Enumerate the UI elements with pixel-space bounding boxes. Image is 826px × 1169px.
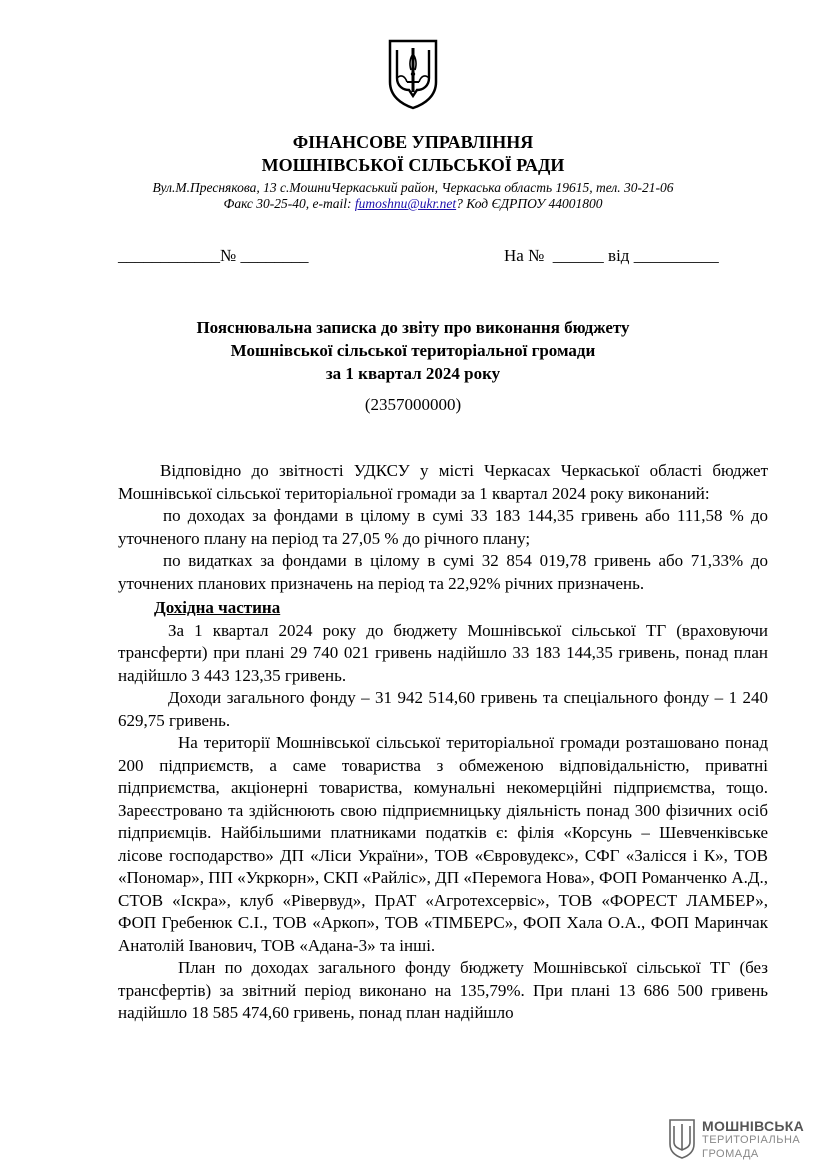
section-title-revenue: Дохідна частина bbox=[154, 598, 281, 617]
address-code: ? Код ЄДРПОУ 44001800 bbox=[456, 196, 603, 211]
budget-code: (2357000000) bbox=[364, 395, 462, 414]
logo-text-line3: ГРОМАДА bbox=[702, 1148, 759, 1160]
address-fax: Факс 30-25-40, e-mail: bbox=[223, 196, 355, 211]
logo-text-line2: ТЕРИТОРІАЛЬНА bbox=[702, 1134, 801, 1146]
paragraph-revenue-summary: по доходах за фондами в цілому в сумі 33 183 144,35 гривень або 111,58 % до уточненого плану на період та 27,05 % до річного плану; bbox=[118, 506, 768, 548]
address-line2 bbox=[0, 196, 826, 212]
document-title-line3: за 1 квартал 2024 року bbox=[325, 364, 501, 383]
document-title-line1: Пояснювальна записка до звіту про виконання бюджету bbox=[196, 318, 630, 337]
org-name-line2: МОШНІВСЬКОЇ СІЛЬСЬКОЇ РАДИ bbox=[261, 155, 565, 175]
trident-icon bbox=[668, 1118, 696, 1160]
community-logo bbox=[668, 1118, 818, 1164]
coat-of-arms-icon bbox=[387, 38, 439, 115]
address-line1: Вул.М.Преснякова, 13 с.МошниЧеркаський район, Черкаська область 19615, тел. 30-21-06 bbox=[152, 180, 674, 195]
logo-text-line1: МОШНІВСЬКА bbox=[702, 1118, 805, 1134]
email-link[interactable]: fumoshnu@ukr.net bbox=[354, 196, 457, 211]
incoming-reference-line: На № ______ від __________ bbox=[504, 246, 719, 265]
paragraph-general-fund-plan: План по доходах загального фонду бюджету Мошнівської сільської ТГ (без трансфертів) за звітний період виконано на 135,79%. При плані 13 686 500 гривень надійшло 18 585 474,60 гривень, понад план надійшло bbox=[118, 958, 768, 1022]
paragraph-expense-summary: по видатках за фондами в цілому в сумі 32 854 019,78 гривень або 71,33% до уточнених планових призначень на період та 22,92% річних призначень. bbox=[118, 551, 768, 593]
paragraph-intro: Відповідно до звітності УДКСУ у місті Черкасах Черкаської області бюджет Мошнівської сільської територіальної громади за 1 квартал 2024 року виконаний: bbox=[118, 461, 768, 503]
document-title-line2: Мошнівської сільської територіальної громади bbox=[230, 341, 596, 360]
paragraph-funds: Доходи загального фонду – 31 942 514,60 гривень та спеціального фонду – 1 240 629,75 гривень. bbox=[118, 688, 768, 730]
outgoing-number-line: ____________№ ________ bbox=[118, 246, 309, 265]
paragraph-enterprises: На території Мошнівської сільської територіальної громади розташовано понад 200 підприємств, а саме товариства з обмеженою відповідальністю, приватні підприємства, акціонерні товариства, комунальні некомерційні підприємства, тощо. Зареєстровано та здійснюють свою підприємницьку діяльність понад 300 фізичних осіб підприємців. Найбільшими платниками податків є: філія «Корсунь – Шевченківське лісове господарство» ДП «Ліси України», ТОВ «Євровудекс», СФГ «Залісся і К», ТОВ «Пономар», ПП «Укркорн», СКП «Райліс», ДП «Перемога Нова», ФОП Романченко А.Д., СТОВ «Іскра», клуб «Рівервуд», ПрАТ «Агротехсервіс», ТОВ «ФОРЕСТ ЛАМБЕР», ФОП Гребенюк С.І., ТОВ «Аркоп», ТОВ «ТІМБЕРС», ФОП Хала О.А., ФОП Маринчак Анатолій Іванович, ТОВ «Адана-3» та інші. bbox=[118, 733, 768, 955]
paragraph-revenue-total: За 1 квартал 2024 року до бюджету Мошнівської сільської ТГ (враховуючи трансферти) при плані 29 740 021 гривень надійшло 33 183 144,35 гривень, понад план надійшло 3 443 123,35 гривень. bbox=[118, 620, 768, 685]
org-name-line1: ФІНАНСОВЕ УПРАВЛІННЯ bbox=[292, 132, 534, 152]
document-body bbox=[118, 460, 768, 1025]
